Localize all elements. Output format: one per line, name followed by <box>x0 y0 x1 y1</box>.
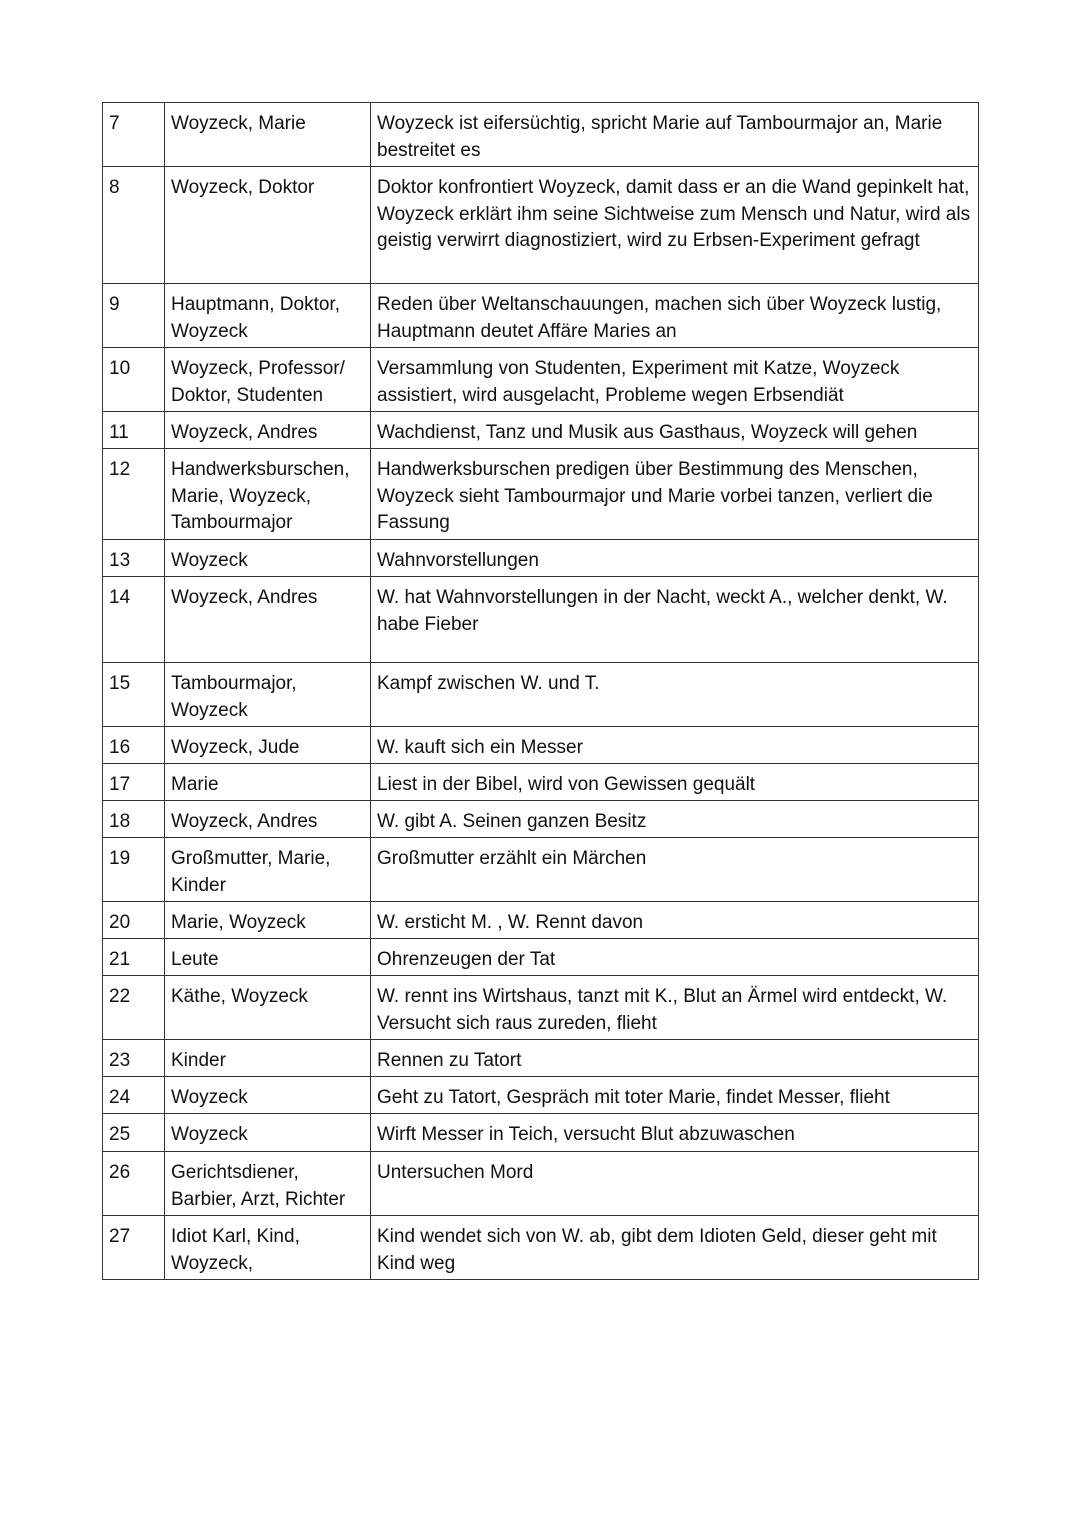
table-row <box>103 577 979 663</box>
content-cell: Reden über Weltanschauungen, machen sich über Woyzeck lustig, Hauptmann deutet Affäre Maries an <box>371 284 979 348</box>
scene-number-cell: 26 <box>103 1152 165 1216</box>
content-cell: Untersuchen Mord <box>371 1152 979 1216</box>
table-row <box>103 348 979 412</box>
characters-cell: Woyzeck, Andres <box>165 412 371 449</box>
characters-cell: Idiot Karl, Kind, Woyzeck, <box>165 1216 371 1280</box>
scene-number-cell: 15 <box>103 663 165 727</box>
content-cell: Kampf zwischen W. und T. <box>371 663 979 727</box>
content-cell: Versammlung von Studenten, Experiment mit Katze, Woyzeck assistiert, wird ausgelacht, Probleme wegen Erbsendiät <box>371 348 979 412</box>
content-cell: Geht zu Tatort, Gespräch mit toter Marie, findet Messer, flieht <box>371 1077 979 1114</box>
table-row <box>103 838 979 902</box>
table-row <box>103 1216 979 1280</box>
scene-number-cell: 14 <box>103 577 165 663</box>
scene-number-cell: 11 <box>103 412 165 449</box>
scene-number-cell: 25 <box>103 1114 165 1152</box>
characters-cell: Woyzeck <box>165 1077 371 1114</box>
table-row <box>103 449 979 540</box>
content-cell: W. hat Wahnvorstellungen in der Nacht, weckt A., welcher denkt, W. habe Fieber <box>371 577 979 663</box>
scene-table-body <box>103 103 979 1280</box>
content-cell: W. kauft sich ein Messer <box>371 727 979 764</box>
scene-number-cell: 23 <box>103 1040 165 1077</box>
scene-table <box>102 102 979 1280</box>
characters-cell: Marie, Woyzeck <box>165 902 371 939</box>
content-cell: Großmutter erzählt ein Märchen <box>371 838 979 902</box>
characters-cell: Woyzeck, Andres <box>165 577 371 663</box>
scene-number-cell: 27 <box>103 1216 165 1280</box>
table-row <box>103 284 979 348</box>
characters-cell: Woyzeck, Professor/ Doktor, Studenten <box>165 348 371 412</box>
scene-number-cell: 18 <box>103 801 165 838</box>
content-cell: Kind wendet sich von W. ab, gibt dem Idioten Geld, dieser geht mit Kind weg <box>371 1216 979 1280</box>
table-row <box>103 902 979 939</box>
characters-cell: Marie <box>165 764 371 801</box>
table-row <box>103 412 979 449</box>
content-cell: Rennen zu Tatort <box>371 1040 979 1077</box>
characters-cell: Kinder <box>165 1040 371 1077</box>
table-row <box>103 540 979 577</box>
table-row <box>103 764 979 801</box>
scene-number-cell: 24 <box>103 1077 165 1114</box>
scene-number-cell: 17 <box>103 764 165 801</box>
content-cell: Doktor konfrontiert Woyzeck, damit dass er an die Wand gepinkelt hat, Woyzeck erklärt ihm seine Sichtweise zum Mensch und Natur, wird als geistig verwirrt diagnostiziert, wird zu Erbsen-Experiment gefragt <box>371 167 979 284</box>
scene-number-cell: 10 <box>103 348 165 412</box>
content-cell: Handwerksburschen predigen über Bestimmung des Menschen, Woyzeck sieht Tambourmajor und Marie vorbei tanzen, verliert die Fassung <box>371 449 979 540</box>
content-cell: Ohrenzeugen der Tat <box>371 939 979 976</box>
scene-number-cell: 16 <box>103 727 165 764</box>
content-cell: Wahnvorstellungen <box>371 540 979 577</box>
characters-cell: Tambourmajor, Woyzeck <box>165 663 371 727</box>
scene-number-cell: 21 <box>103 939 165 976</box>
content-cell: W. ersticht M. , W. Rennt davon <box>371 902 979 939</box>
table-row <box>103 801 979 838</box>
characters-cell: Großmutter, Marie, Kinder <box>165 838 371 902</box>
scene-number-cell: 20 <box>103 902 165 939</box>
table-row <box>103 976 979 1040</box>
table-row <box>103 939 979 976</box>
table-row <box>103 1077 979 1114</box>
table-row <box>103 1152 979 1216</box>
characters-cell: Käthe, Woyzeck <box>165 976 371 1040</box>
characters-cell: Handwerksburschen, Marie, Woyzeck, Tambourmajor <box>165 449 371 540</box>
scene-number-cell: 13 <box>103 540 165 577</box>
table-row <box>103 1040 979 1077</box>
scene-number-cell: 12 <box>103 449 165 540</box>
scene-number-cell: 9 <box>103 284 165 348</box>
characters-cell: Leute <box>165 939 371 976</box>
table-row <box>103 103 979 167</box>
characters-cell: Gerichtsdiener, Barbier, Arzt, Richter <box>165 1152 371 1216</box>
characters-cell: Hauptmann, Doktor, Woyzeck <box>165 284 371 348</box>
content-cell: Wachdienst, Tanz und Musik aus Gasthaus, Woyzeck will gehen <box>371 412 979 449</box>
content-cell: Wirft Messer in Teich, versucht Blut abzuwaschen <box>371 1114 979 1152</box>
characters-cell: Woyzeck, Andres <box>165 801 371 838</box>
content-cell: Woyzeck ist eifersüchtig, spricht Marie auf Tambourmajor an, Marie bestreitet es <box>371 103 979 167</box>
table-row <box>103 1114 979 1152</box>
content-cell: W. gibt A. Seinen ganzen Besitz <box>371 801 979 838</box>
characters-cell: Woyzeck, Doktor <box>165 167 371 284</box>
content-cell: Liest in der Bibel, wird von Gewissen gequält <box>371 764 979 801</box>
scene-number-cell: 8 <box>103 167 165 284</box>
scene-number-cell: 19 <box>103 838 165 902</box>
characters-cell: Woyzeck, Jude <box>165 727 371 764</box>
table-row <box>103 727 979 764</box>
scene-number-cell: 7 <box>103 103 165 167</box>
characters-cell: Woyzeck <box>165 1114 371 1152</box>
table-row <box>103 663 979 727</box>
characters-cell: Woyzeck <box>165 540 371 577</box>
content-cell: W. rennt ins Wirtshaus, tanzt mit K., Blut an Ärmel wird entdeckt, W. Versucht sich raus zureden, flieht <box>371 976 979 1040</box>
characters-cell: Woyzeck, Marie <box>165 103 371 167</box>
scene-number-cell: 22 <box>103 976 165 1040</box>
table-row <box>103 167 979 284</box>
